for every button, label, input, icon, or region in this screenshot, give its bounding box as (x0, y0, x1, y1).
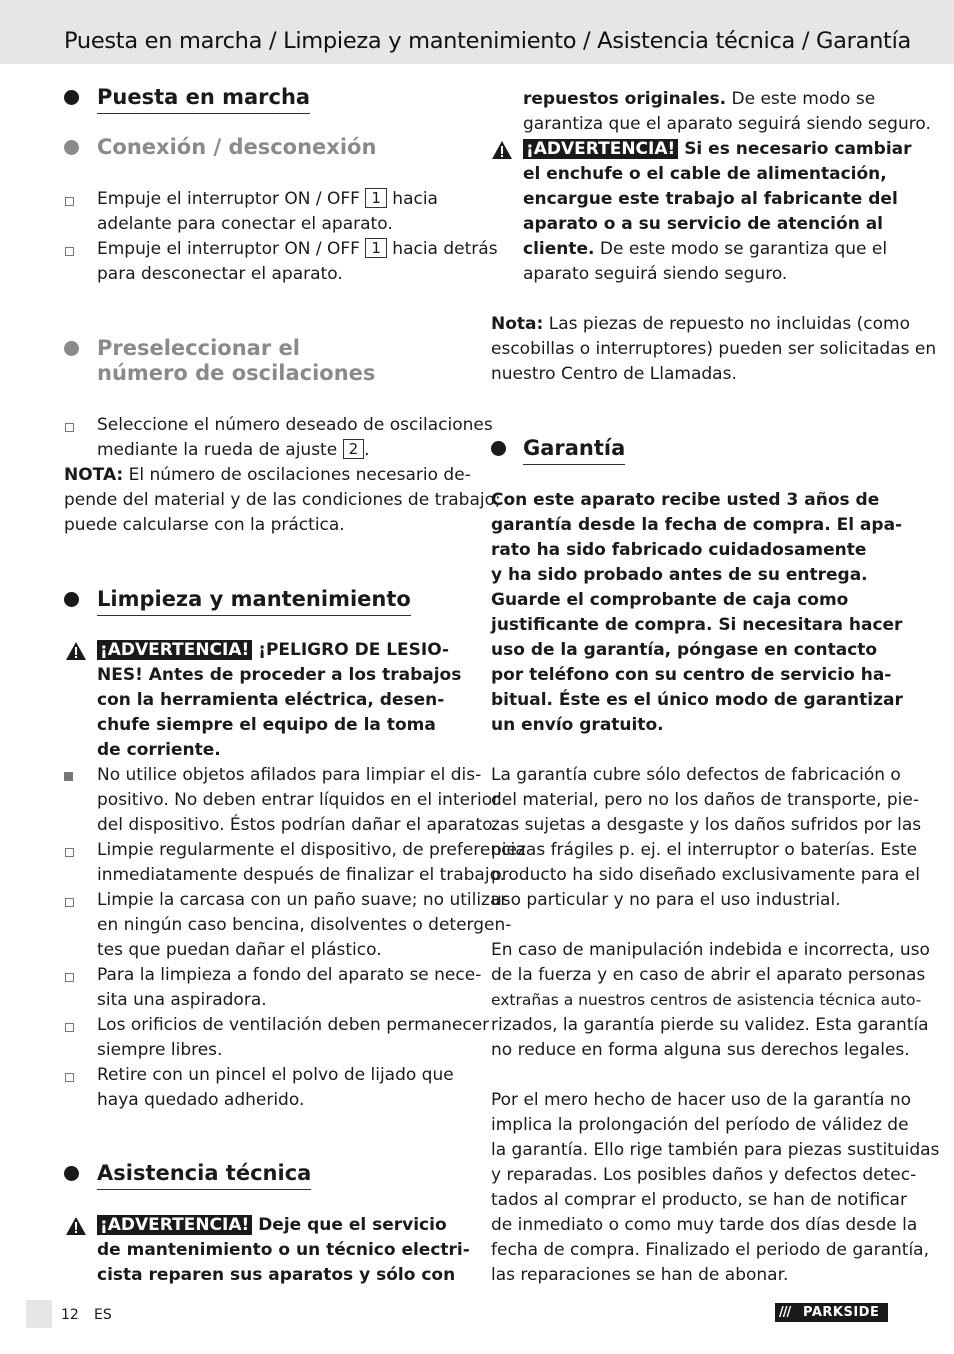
list-item-cont: mediante la rueda de ajuste 2 . (97, 440, 370, 460)
list-item: Los orificios de ventilación deben permanecer (97, 1015, 490, 1035)
list-item-cont: para desconectar el aparato. (97, 264, 343, 284)
brand-name: PARKSIDE (803, 1305, 880, 1320)
warning-line: con la herramienta eléctrica, desen- (97, 690, 445, 710)
warning-line: ¡ADVERTENCIA! ¡PELIGRO DE LESIO- (97, 638, 449, 663)
bullet-dot-icon (64, 140, 79, 155)
note-paragraph-line: pende del material y de las condiciones de trabajo; (64, 490, 501, 510)
warning-line: chufe siempre el equipo de la toma (97, 715, 436, 735)
guarantee-bold-line: uso de la garantía, póngase en contacto (491, 640, 878, 660)
warning-triangle-icon (491, 140, 513, 160)
note-paragraph-line: nuestro Centro de Llamadas. (491, 364, 737, 384)
paragraph-line: las reparaciones se han de abonar. (491, 1265, 789, 1285)
list-item: Seleccione el número deseado de oscilaciones (97, 415, 493, 435)
paragraph-line: la garantía. Ello rige también para piezas sustituidas (491, 1140, 940, 1160)
guarantee-bold-line: por teléfono con su centro de servicio ha- (491, 665, 892, 685)
paragraph-line: zas sujetas a desgaste y los daños sufridos por las (491, 815, 922, 835)
warning-line: encargue este trabajo al fabricante del (523, 189, 898, 209)
paragraph-line: y reparadas. Los posibles daños y defectos detec- (491, 1165, 917, 1185)
list-item: Limpie la carcasa con un paño suave; no utilizar (97, 890, 508, 910)
warning-line: ¡ADVERTENCIA! Si es necesario cambiar (523, 137, 912, 162)
warning-triangle-icon (65, 641, 87, 661)
list-item: Limpie regularmente el dispositivo, de preferencia (97, 840, 526, 860)
paragraph-line: En caso de manipulación indebida e incorrecta, uso (491, 940, 930, 960)
paragraph-line: de la fuerza y en caso de abrir el aparato personas (491, 965, 926, 985)
warning-line: NES! Antes de proceder a los trabajos (97, 665, 462, 685)
paragraph-line: La garantía cubre sólo defectos de fabricación o (491, 765, 901, 785)
list-item: No utilice objetos afilados para limpiar el dis- (97, 765, 482, 785)
warning-badge: ¡ADVERTENCIA! (97, 640, 252, 660)
guarantee-bold-line: un envío gratuito. (491, 715, 664, 735)
warning-badge: ¡ADVERTENCIA! (523, 139, 678, 159)
checkbox-bullet-icon (65, 423, 74, 432)
checkbox-bullet-icon (65, 1073, 74, 1082)
checkbox-bullet-icon (65, 197, 74, 206)
key-reference: 1 (365, 238, 387, 258)
bullet-dot-icon (64, 90, 79, 105)
paragraph-line: Por el mero hecho de hacer uso de la garantía no (491, 1090, 912, 1110)
paragraph-line: no reduce en forma alguna sus derechos legales. (491, 1040, 910, 1060)
guarantee-bold-line: rato ha sido fabricado cuidadosamente (491, 540, 867, 560)
checkbox-bullet-icon (65, 1023, 74, 1032)
warning-line: ¡ADVERTENCIA! Deje que el servicio (97, 1213, 447, 1238)
bullet-dot-icon (491, 441, 506, 456)
heading-limpieza: Limpieza y mantenimiento (97, 587, 411, 616)
list-item: Retire con un pincel el polvo de lijado que (97, 1065, 454, 1085)
warning-line: de mantenimiento o un técnico electri- (97, 1240, 470, 1260)
list-item-cont: del dispositivo. Éstos podrían dañar el aparato. (97, 815, 498, 835)
language-code: ES (94, 1307, 112, 1323)
checkbox-bullet-icon (65, 973, 74, 982)
paragraph-line: garantiza que el aparato seguirá siendo seguro. (523, 114, 931, 134)
list-item: Empuje el interruptor ON / OFF 1 hacia (97, 189, 438, 209)
paragraph-line: fecha de compra. Finalizado el periodo de garantía, (491, 1240, 929, 1260)
paragraph-line: piezas frágiles p. ej. el interruptor o baterías. Este (491, 840, 918, 860)
list-item: Empuje el interruptor ON / OFF 1 hacia detrás (97, 239, 498, 259)
paragraph-line: producto ha sido diseñado exclusivamente para el (491, 865, 920, 885)
guarantee-bold-line: justificante de compra. Si necesitara hacer (491, 615, 903, 635)
list-item-cont: siempre libres. (97, 1040, 223, 1060)
guarantee-bold-line: Con este aparato recibe usted 3 años de (491, 490, 880, 510)
list-item-cont: adelante para conectar el aparato. (97, 214, 393, 234)
paragraph-line: extrañas a nuestros centros de asistencia técnica auto- (491, 991, 922, 1009)
checkbox-bullet-icon (65, 247, 74, 256)
paragraph-line: tados al comprar el producto, se han de notificar (491, 1190, 907, 1210)
warning-line: aparato o a su servicio de atención al (523, 214, 884, 234)
guarantee-bold-line: bitual. Éste es el único modo de garantizar (491, 690, 903, 710)
note-paragraph: Nota: Las piezas de repuesto no incluidas (como (491, 314, 910, 334)
heading-conexion: Conexión / desconexión (97, 135, 377, 159)
heading-garantia: Garantía (523, 436, 625, 465)
warning-line: de corriente. (97, 740, 221, 760)
page-number-tab (26, 1300, 52, 1328)
heading-asistencia: Asistencia técnica (97, 1161, 311, 1190)
page-title: Puesta en marcha / Limpieza y mantenimiento / Asistencia técnica / Garantía (64, 28, 912, 54)
bullet-dot-icon (64, 341, 79, 356)
warning-badge: ¡ADVERTENCIA! (97, 1215, 252, 1235)
note-paragraph: NOTA: El número de oscilaciones necesario de- (64, 465, 471, 485)
list-item: Para la limpieza a fondo del aparato se nece- (97, 965, 482, 985)
paragraph-line: repuestos originales. De este modo se (523, 89, 876, 109)
guarantee-bold-line: y ha sido probado antes de su entrega. (491, 565, 868, 585)
page-number: 12 (61, 1307, 79, 1323)
note-paragraph-line: puede calcularse con la práctica. (64, 515, 345, 535)
list-item-cont: sita una aspiradora. (97, 990, 267, 1010)
warning-line: el enchufe o el cable de alimentación, (523, 164, 887, 184)
key-reference: 1 (365, 188, 387, 208)
list-item-cont: en ningún caso bencina, disolventes o detergen- (97, 915, 512, 935)
list-item-cont: positivo. No deben entrar líquidos en el interior (97, 790, 500, 810)
warning-line: cliente. De este modo se garantiza que el (523, 239, 888, 259)
list-item-cont: inmediatamente después de finalizar el trabajo. (97, 865, 506, 885)
paragraph-line: uso particular y no para el uso industrial. (491, 890, 841, 910)
guarantee-bold-line: Guarde el comprobante de caja como (491, 590, 849, 610)
brand-mark: /// (779, 1305, 791, 1320)
warning-triangle-icon (65, 1216, 87, 1236)
paragraph-line: rizados, la garantía pierde su validez. Esta garantía (491, 1015, 929, 1035)
list-item-cont: tes que puedan dañar el plástico. (97, 940, 382, 960)
key-reference: 2 (343, 439, 365, 459)
bullet-dot-icon (64, 1166, 79, 1181)
checkbox-bullet-icon (65, 848, 74, 857)
heading-puesta-en-marcha: Puesta en marcha (97, 85, 310, 114)
list-item-cont: haya quedado adherido. (97, 1090, 305, 1110)
note-paragraph-line: escobillas o interruptores) pueden ser solicitadas en (491, 339, 937, 359)
checkbox-bullet-icon (65, 898, 74, 907)
heading-preseleccionar-1: Preseleccionar el (97, 336, 300, 360)
filled-square-bullet-icon (64, 772, 73, 781)
bullet-dot-icon (64, 592, 79, 607)
heading-preseleccionar-2: número de oscilaciones (97, 361, 376, 385)
paragraph-line: implica la prolongación del período de válidez de (491, 1115, 909, 1135)
brand-logo (775, 1303, 888, 1322)
guarantee-bold-line: garantía desde la fecha de compra. El apa- (491, 515, 903, 535)
warning-line: cista reparen sus aparatos y sólo con (97, 1265, 456, 1285)
paragraph-line: del material, pero no los daños de transporte, pie- (491, 790, 919, 810)
paragraph-line: de inmediato o como muy tarde dos días desde la (491, 1215, 918, 1235)
warning-line: aparato seguirá siendo seguro. (523, 264, 788, 284)
